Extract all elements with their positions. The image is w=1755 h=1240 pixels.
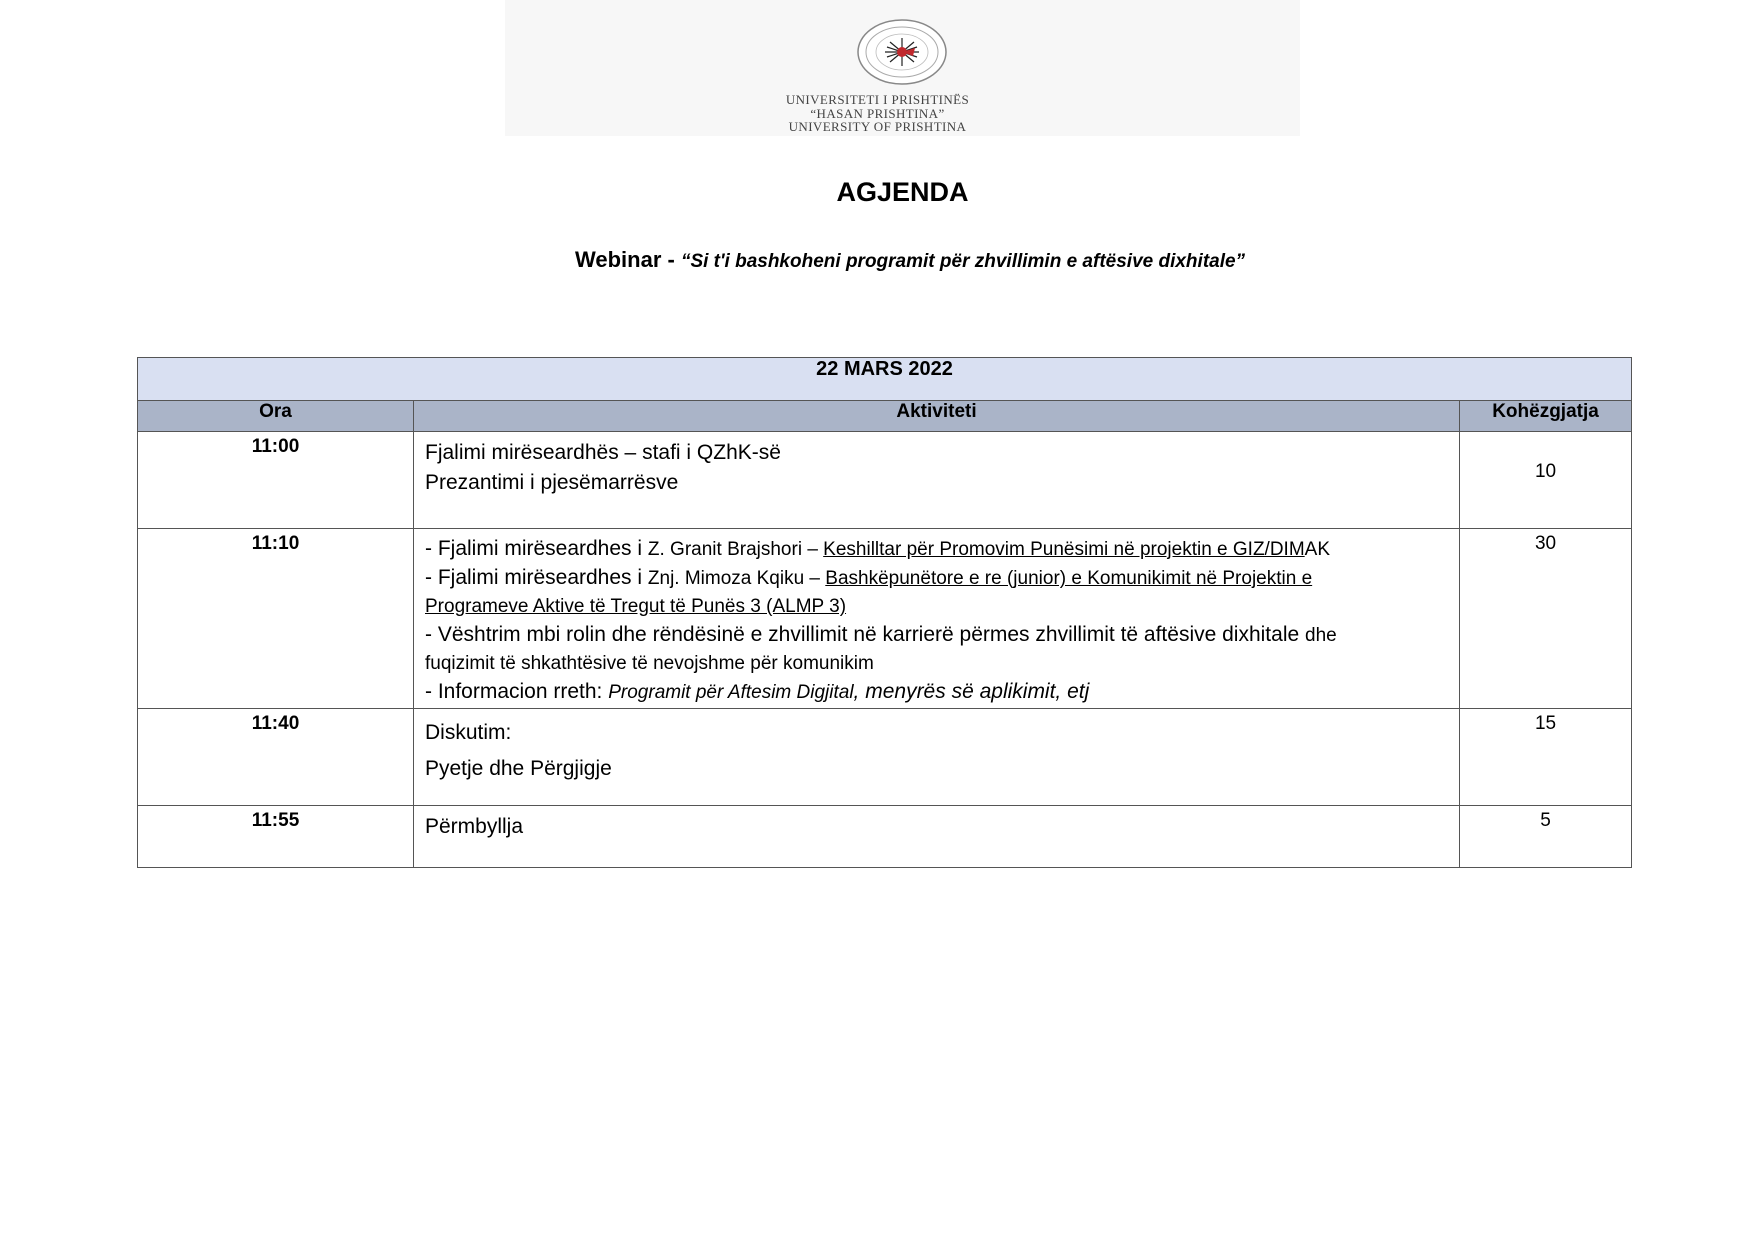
table-row [138,432,1632,529]
program-name: Programit për Aftesim Digjital [608,682,854,703]
activity-text: - Fjalimi mirëseardhes i [425,566,648,589]
activity-line [425,678,1449,707]
letterhead [0,0,1755,140]
table-row [138,529,1632,709]
header-row [138,401,1632,432]
subtitle-prefix: Webinar - [575,247,675,272]
university-name-hasan: “HASAN PRISHTINA” [810,106,945,121]
activity-line [425,621,1449,650]
row-time: 11:40 [138,709,414,806]
activity-line [425,535,1449,564]
column-header-duration: Kohëzgjatja [1460,401,1632,432]
speaker-role-tail: AK [1304,539,1331,560]
date-row [138,358,1632,401]
activity-line: Programeve Aktive të Tregut të Punës 3 (ALMP 3) [425,596,847,617]
speaker-name: Z. Granit Brajshori – [647,539,824,560]
page-title: AGJENDA [836,177,969,207]
column-header-activity: Aktiviteti [414,401,1460,432]
activity-line: Diskutim: [425,721,512,744]
row-duration: 10 [1460,432,1632,529]
speaker-role: Keshilltar për Promovim Punësimi në projektin e GIZ/DIM [823,539,1305,560]
row-duration: 5 [1460,806,1632,868]
row-activity [414,709,1460,806]
activity-line: Fjalimi mirëseardhës – stafi i QZhK-së [425,441,781,464]
row-duration: 30 [1460,529,1632,709]
table-row [138,709,1632,806]
speaker-name: Znj. Mimoza Kqiku – [647,568,826,589]
subtitle [575,247,1245,273]
activity-line: Përmbyllja [425,815,524,838]
column-header-time: Ora [138,401,414,432]
activity-line: Prezantimi i pjesëmarrësve [425,471,679,494]
activity-text: - Informacion rreth: [425,680,609,703]
row-activity [414,432,1460,529]
activity-text: - Vështrim mbi rolin dhe rëndësinë e zhvillimit në karrierë përmes zhvillimit të aftësive dixhitale [425,623,1306,646]
activity-line [425,564,1449,593]
table-row [138,806,1632,868]
row-activity [414,806,1460,868]
row-duration: 15 [1460,709,1632,806]
activity-text: , menyrës së aplikimit, etj [853,680,1090,703]
activity-line: fuqizimit të shkathtësive të nevojshme për komunikim [425,653,874,674]
activity-line: Pyetje dhe Përgjigje [425,757,612,780]
agenda-date: 22 MARS 2022 [138,358,1632,401]
activity-text: dhe [1305,625,1337,646]
agenda-table [137,357,1632,868]
speaker-role: Bashkëpunëtore e re (junior) e Komunikimit në Projektin e [825,568,1313,589]
row-time: 11:00 [138,432,414,529]
university-name-sq: UNIVERSITETI I PRISHTINËS [785,92,970,107]
row-activity [414,529,1460,709]
university-name-en: UNIVERSITY OF PRISHTINA [788,119,967,134]
subtitle-topic: “Si t'i bashkoheni programit për zhvillimin e aftësive dixhitale” [680,251,1246,272]
university-seal-logo [855,18,950,86]
row-time: 11:55 [138,806,414,868]
row-time: 11:10 [138,529,414,709]
activity-text: - Fjalimi mirëseardhes i [425,537,648,560]
